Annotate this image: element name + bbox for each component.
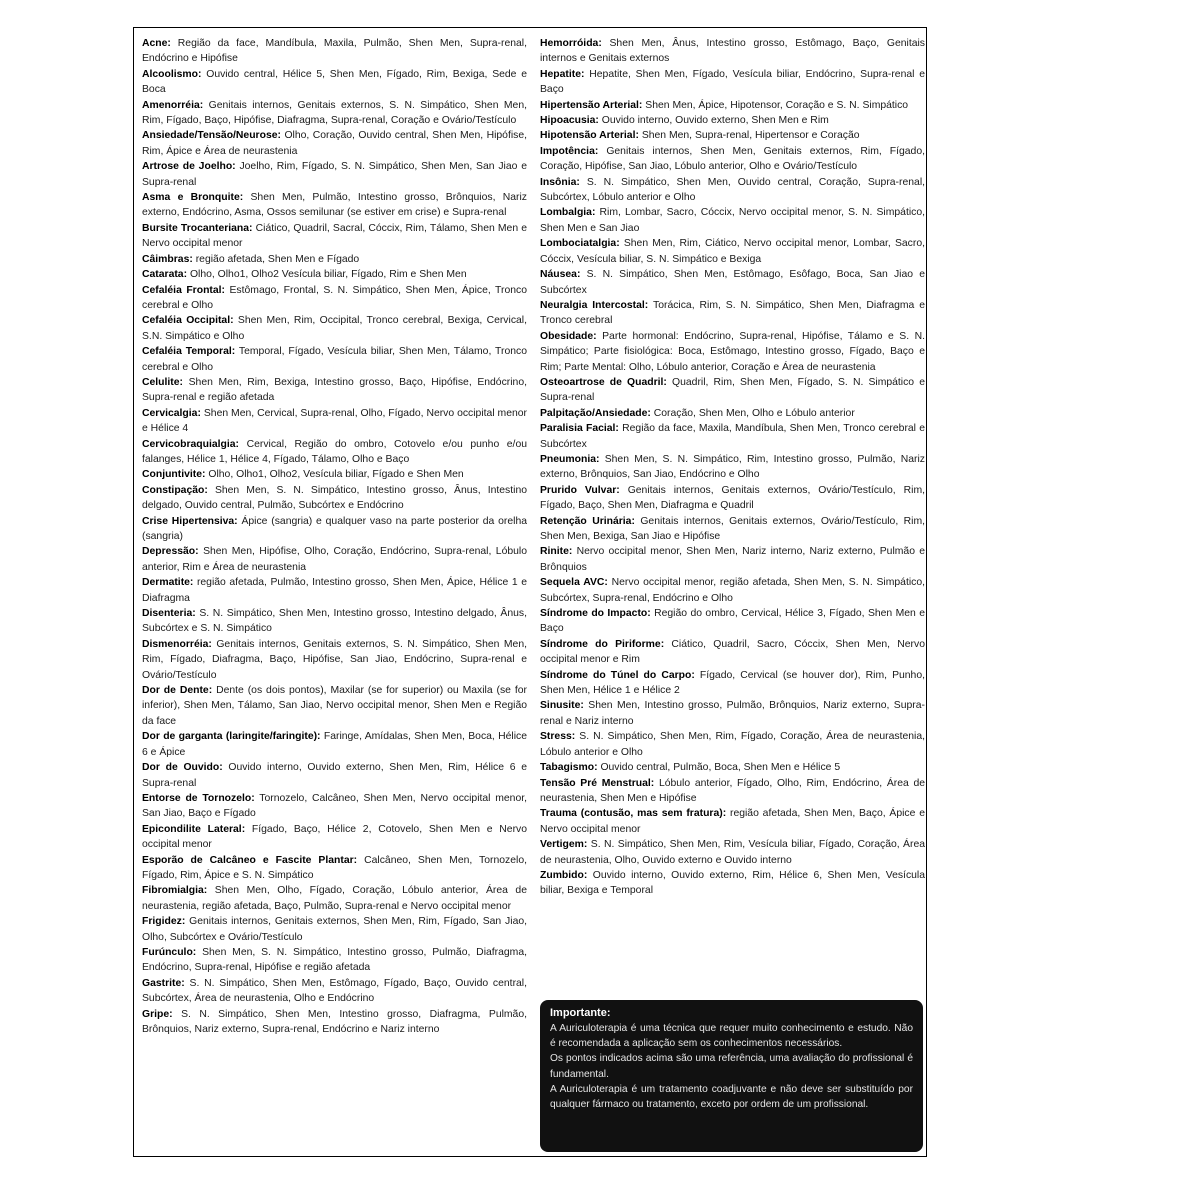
condition-term: Osteoartrose de Quadril: xyxy=(540,376,667,388)
condition-points: Hepatite, Shen Men, Fígado, Vesícula biliar, Endócrino, Supra-renal e Baço xyxy=(540,68,925,96)
condition-entry xyxy=(142,1007,527,1038)
condition-entry xyxy=(540,98,925,113)
condition-points: região afetada, Pulmão, Intestino grosso, Shen Men, Ápice, Hélice 1 e Diafragma xyxy=(142,577,527,604)
condition-points: Ciático, Quadril, Sacral, Cóccix, Rim, Tálamo, Shen Men e Nervo occipital menor xyxy=(142,222,527,250)
condition-entry xyxy=(142,406,527,437)
condition-term: Alcoolismo: xyxy=(142,68,202,80)
condition-entry xyxy=(142,190,527,221)
condition-entry xyxy=(540,837,925,868)
condition-term: Rinite: xyxy=(540,546,573,558)
condition-points: Ouvido interno, Ouvido externo, Rim, Hélice 6, Shen Men, Vesícula biliar, Bexiga e Temporal xyxy=(540,869,925,897)
condition-term: Pneumonia: xyxy=(540,453,600,465)
condition-entry xyxy=(142,344,527,375)
condition-term: Ansiedade/Tensão/Neurose: xyxy=(142,130,281,142)
document-page xyxy=(133,27,927,1157)
important-notice-paragraph: Os pontos indicados acima são uma referência, uma avaliação do profissional é fundamental. xyxy=(550,1053,913,1080)
condition-points: Tornozelo, Calcâneo, Shen Men, Nervo occipital menor, San Jiao, Baço e Fígado xyxy=(142,792,527,820)
condition-entry xyxy=(142,267,527,282)
condition-entry xyxy=(142,313,527,344)
condition-points: Coração, Shen Men, Olho e Lóbulo anterior xyxy=(653,407,855,419)
condition-entry xyxy=(142,98,527,129)
condition-term: Tabagismo: xyxy=(540,762,598,774)
condition-points: S. N. Simpático, Shen Men, Rim, Vesícula biliar, Fígado, Coração, Área de neurastenia, Olho, Ouvido externo e Ouvido interno xyxy=(540,839,925,866)
condition-entry xyxy=(142,853,527,884)
condition-entry xyxy=(540,113,925,128)
condition-entry xyxy=(540,514,925,545)
condition-entry xyxy=(540,868,925,899)
condition-points: S. N. Simpático, Shen Men, Ouvido central, Coração, Supra-renal, Subcórtex, Lóbulo anterior e Olho xyxy=(540,176,925,204)
condition-points: Shen Men, S. N. Simpático, Rim, Intestino grosso, Pulmão, Nariz externo, Brônquios, San Jiao, Endócrino e Olho xyxy=(540,453,925,481)
condition-entry xyxy=(540,36,925,67)
condition-points: Fígado, Baço, Hélice 2, Cotovelo, Shen Men e Nervo occipital menor xyxy=(142,823,527,851)
condition-term: Impotência: xyxy=(540,145,599,157)
condition-points: Temporal, Fígado, Vesícula biliar, Shen Men, Tálamo, Tronco cerebral e Olho xyxy=(142,346,527,373)
condition-term: Síndrome do Túnel do Carpo: xyxy=(540,669,695,681)
condition-points: Calcâneo, Shen Men, Tornozelo, Fígado, Rim, Ápice e S. N. Simpático xyxy=(142,854,527,881)
condition-term: Constipação: xyxy=(142,484,208,496)
condition-term: Prurido Vulvar: xyxy=(540,484,620,496)
condition-entry xyxy=(142,729,527,760)
condition-points: Shen Men, Intestino grosso, Pulmão, Brônquios, Nariz externo, Supra-renal e Nariz interno xyxy=(540,700,925,727)
condition-entry xyxy=(142,252,527,267)
condition-points: S. N. Simpático, Shen Men, Rim, Fígado, Coração, Área de neurastenia, Lóbulo anterior e Olho xyxy=(540,731,925,758)
condition-term: Sinusite: xyxy=(540,700,584,712)
condition-entry xyxy=(142,221,527,252)
condition-points: Quadril, Rim, Shen Men, Fígado, S. N. Simpático e Supra-renal xyxy=(540,376,925,404)
condition-term: Hipotensão Arterial: xyxy=(540,130,639,142)
condition-term: Cervicobraquialgia: xyxy=(142,438,240,450)
condition-entry xyxy=(142,976,527,1007)
condition-entry xyxy=(540,760,925,775)
condition-entry xyxy=(540,67,925,98)
condition-points: Ouvido interno, Ouvido externo, Shen Men e Rim xyxy=(601,115,829,127)
condition-points: Torácica, Rim, S. N. Simpático, Shen Men, Diafragma e Tronco cerebral xyxy=(540,299,925,327)
condition-points: Nervo occipital menor, região afetada, Shen Men, S. N. Simpático, Subcórtex, Supra-renal, Endócrino e Olho xyxy=(540,577,925,604)
condition-points: Ciático, Quadril, Sacro, Cóccix, Shen Men, Nervo occipital menor e Rim xyxy=(540,638,925,666)
condition-term: Cefaléia Frontal: xyxy=(142,284,226,296)
condition-term: Retenção Urinária: xyxy=(540,515,635,527)
condition-entry xyxy=(142,36,527,67)
condition-term: Frigidez: xyxy=(142,916,186,928)
condition-term: Obesidade: xyxy=(540,330,597,342)
condition-entry xyxy=(142,128,527,159)
condition-points: Estômago, Frontal, S. N. Simpático, Shen Men, Ápice, Tronco cerebral e Olho xyxy=(142,284,527,311)
condition-points: Rim, Lombar, Sacro, Cóccix, Nervo occipital menor, S. N. Simpático, Shen Men e San Jiao xyxy=(540,207,925,234)
condition-points: Joelho, Rim, Fígado, S. N. Simpático, Shen Men, San Jiao e Supra-renal xyxy=(142,161,527,188)
condition-entry xyxy=(142,945,527,976)
condition-entry xyxy=(540,406,925,421)
condition-term: Amenorréia: xyxy=(142,99,204,111)
condition-entry xyxy=(540,575,925,606)
condition-entry xyxy=(142,791,527,822)
condition-entry xyxy=(142,375,527,406)
condition-points: Ápice (sangria) e qualquer vaso na parte posterior da orelha (sangria) xyxy=(142,515,527,542)
condition-term: Artrose de Joelho: xyxy=(142,161,236,173)
condition-entry xyxy=(540,729,925,760)
condition-entry xyxy=(540,205,925,236)
condition-term: Náusea: xyxy=(540,269,581,281)
condition-points: Shen Men, Olho, Fígado, Coração, Lóbulo anterior, Área de neurastenia, região afetada, Baço, Pulmão, Supra-renal e Nervo occipital menor xyxy=(142,885,527,912)
condition-entry xyxy=(142,637,527,683)
condition-points: Shen Men, Hipófise, Olho, Coração, Endócrino, Supra-renal, Lóbulo anterior, Rim e Área de neurastenia xyxy=(142,546,527,573)
condition-term: Neuralgia Intercostal: xyxy=(540,299,649,311)
condition-entry xyxy=(142,159,527,190)
condition-points: Shen Men, S. N. Simpático, Intestino grosso, Ânus, Intestino delgado, Ouvido central, Pulmão, Subcórtex e Endócrino xyxy=(142,484,527,512)
important-notice-paragraph: A Auriculoterapia é uma técnica que requer muito conhecimento e estudo. Não é recomendada a aplicação sem os conhecimentos necessários. xyxy=(550,1023,913,1050)
condition-term: Palpitação/Ansiedade: xyxy=(540,407,651,419)
condition-points: região afetada, Shen Men e Fígado xyxy=(195,253,360,265)
condition-term: Esporão de Calcâneo e Fascite Plantar: xyxy=(142,854,358,866)
condition-term: Furúnculo: xyxy=(142,946,197,958)
condition-points: Shen Men, Rim, Ciático, Nervo occipital menor, Lombar, Sacro, Cóccix, Vesícula biliar, S. N. Simpático e Bexiga xyxy=(540,238,925,265)
condition-term: Disenteria: xyxy=(142,608,196,620)
condition-points: S. N. Simpático, Shen Men, Intestino grosso, Diafragma, Pulmão, Brônquios, Nariz externo, Supra-renal, Endócrino e Nariz interno xyxy=(142,1008,527,1035)
condition-entry xyxy=(142,514,527,545)
condition-points: Shen Men, Pulmão, Intestino grosso, Brônquios, Nariz externo, Endócrino, Asma, Ossos semilunar (se estiver em crise) e Supra-renal xyxy=(142,192,527,219)
condition-points: Dente (os dois pontos), Maxilar (se for superior) ou Maxila (se for inferior), Shen Men, Tálamo, San Jiao, Nervo occipital menor, Shen Men e Região da face xyxy=(142,685,527,727)
condition-points: Olho, Olho1, Olho2 Vesícula biliar, Fígado, Rim e Shen Men xyxy=(189,269,467,281)
condition-term: Cefaléia Occipital: xyxy=(142,315,234,327)
condition-term: Síndrome do Impacto: xyxy=(540,608,651,620)
important-notice-paragraph: A Auriculoterapia é um tratamento coadjuvante e não deve ser substituído por qualquer fármaco ou tratamento, exceto por ordem de um profissional. xyxy=(550,1083,913,1111)
condition-term: Cefaléia Temporal: xyxy=(142,346,236,358)
condition-points: Shen Men, Ápice, Hipotensor, Coração e S. N. Simpático xyxy=(645,99,909,111)
condition-points: Genitais internos, Genitais externos, S. N. Simpático, Shen Men, Rim, Fígado, Diafragma, Baço, Hipófise, San Jiao, Endócrino, Supra-renal e Ovário/Testículo xyxy=(142,638,527,681)
condition-points: Genitais internos, Genitais externos, Ovário/Testículo, Rim, Shen Men, Bexiga, San Jiao e Hipófise xyxy=(540,515,925,542)
condition-entry xyxy=(540,144,925,175)
condition-entry xyxy=(540,698,925,729)
condition-points: Shen Men, Supra-renal, Hipertensor e Coração xyxy=(641,130,860,142)
condition-entry xyxy=(540,668,925,699)
condition-term: Lombociatalgia: xyxy=(540,238,620,250)
condition-entry xyxy=(540,329,925,375)
condition-points: Nervo occipital menor, Shen Men, Nariz interno, Nariz externo, Pulmão e Brônquios xyxy=(540,546,925,573)
condition-term: Celulite: xyxy=(142,376,183,388)
condition-entry xyxy=(540,544,925,575)
condition-entry xyxy=(142,67,527,98)
condition-term: Hipoacusia: xyxy=(540,115,599,127)
condition-term: Conjuntivite: xyxy=(142,469,206,481)
condition-term: Câimbras: xyxy=(142,253,193,265)
condition-entry xyxy=(540,637,925,668)
condition-term: Insônia: xyxy=(540,176,580,188)
condition-term: Hepatite: xyxy=(540,68,585,80)
condition-points: S. N. Simpático, Shen Men, Estômago, Fígado, Baço, Ouvido central, Subcórtex, Área de neurastenia, Olho e Endócrino xyxy=(142,977,527,1005)
condition-points: Olho, Coração, Ouvido central, Shen Men, Hipófise, Rim, Ápice e Área de neurastenia xyxy=(142,130,527,157)
condition-points: Faringe, Amídalas, Shen Men, Boca, Hélice 6 e Ápice xyxy=(142,731,527,758)
condition-points: Lóbulo anterior, Fígado, Olho, Rim, Endócrino, Área de neurastenia, Shen Men e Hipófise xyxy=(540,777,925,804)
condition-term: Tensão Pré Menstrual: xyxy=(540,777,655,789)
condition-term: Fibromialgia: xyxy=(142,885,208,897)
condition-points: Fígado, Cervical (se houver dor), Rim, Punho, Shen Men, Hélice 1 e Hélice 2 xyxy=(540,669,925,697)
condition-entry xyxy=(142,544,527,575)
condition-points: Shen Men, S. N. Simpático, Intestino grosso, Pulmão, Diafragma, Endócrino, Supra-renal, Hipófise e região afetada xyxy=(142,946,527,974)
condition-term: Hipertensão Arterial: xyxy=(540,99,643,111)
condition-term: Dermatite: xyxy=(142,577,194,589)
condition-points: Shen Men, Ânus, Intestino grosso, Estômago, Baço, Genitais internos e Genitais externos xyxy=(540,38,925,65)
condition-points: Região do ombro, Cervical, Hélice 3, Fígado, Shen Men e Baço xyxy=(540,608,925,635)
condition-points: Ouvido central, Pulmão, Boca, Shen Men e Hélice 5 xyxy=(600,762,841,774)
left-column xyxy=(142,36,527,1148)
important-notice-title: Importante: xyxy=(550,1007,611,1019)
condition-entry xyxy=(540,806,925,837)
condition-points: região afetada, Shen Men, Baço, Ápice e Nervo occipital menor xyxy=(540,808,925,835)
condition-entry xyxy=(540,452,925,483)
condition-entry xyxy=(540,128,925,143)
condition-term: Trauma (contusão, mas sem fratura): xyxy=(540,808,727,820)
condition-points: Cervical, Região do ombro, Cotovelo e/ou punho e/ou falanges, Hélice 1, Hélice 4, Fígado, Tálamo, Olho e Baço xyxy=(142,438,527,465)
condition-entry xyxy=(142,483,527,514)
right-column xyxy=(540,36,925,1148)
condition-term: Dor de Dente: xyxy=(142,685,213,697)
condition-points: Parte hormonal: Endócrino, Supra-renal, Hipófise, Tálamo e S. N. Simpático; Parte fisiológica: Boca, Estômago, Intestino grosso, Fígado, Baço e Rim; Parte Mental: Olho, Lóbulo anterior, Coração e Área de neurastenia xyxy=(540,330,925,373)
condition-term: Zumbido: xyxy=(540,869,588,881)
condition-term: Entorse de Tornozelo: xyxy=(142,792,255,804)
condition-term: Gripe: xyxy=(142,1008,173,1020)
condition-entry xyxy=(142,883,527,914)
condition-entry xyxy=(142,760,527,791)
condition-term: Asma e Bronquite: xyxy=(142,192,244,204)
condition-entry xyxy=(540,776,925,807)
condition-points: Shen Men, Rim, Occipital, Tronco cerebral, Bexiga, Cervical, S.N. Simpático e Olho xyxy=(142,315,527,342)
condition-entry xyxy=(540,175,925,206)
condition-points: S. N. Simpático, Shen Men, Intestino grosso, Intestino delgado, Ânus, Subcórtex e S. N. Simpático xyxy=(142,608,527,635)
condition-entry xyxy=(540,421,925,452)
condition-entry xyxy=(142,467,527,482)
condition-term: Acne: xyxy=(142,38,171,49)
condition-points: Genitais internos, Genitais externos, Shen Men, Rim, Fígado, San Jiao, Olho, Subcórtex e Ovário/Testículo xyxy=(142,916,527,943)
condition-entry xyxy=(540,236,925,267)
condition-points: Olho, Olho1, Olho2, Vesícula biliar, Fígado e Shen Men xyxy=(208,469,464,481)
condition-term: Stress: xyxy=(540,731,576,743)
condition-entry xyxy=(142,437,527,468)
condition-entry xyxy=(142,822,527,853)
condition-points: Ouvido interno, Ouvido externo, Shen Men, Rim, Hélice 6 e Supra-renal xyxy=(142,762,527,789)
important-notice-box xyxy=(540,1000,923,1152)
condition-term: Sequela AVC: xyxy=(540,577,608,589)
condition-entry xyxy=(142,606,527,637)
condition-term: Lombalgia: xyxy=(540,207,596,219)
condition-points: Genitais internos, Genitais externos, S. N. Simpático, Shen Men, Rim, Fígado, Baço, Hipófise, Diafragma, Supra-renal, Coração e Ovário/Testículo xyxy=(142,99,527,127)
condition-term: Depressão: xyxy=(142,546,199,558)
condition-points: Shen Men, Rim, Bexiga, Intestino grosso, Baço, Hipófise, Endócrino, Supra-renal e região afetada xyxy=(142,376,527,404)
condition-term: Epicondilite Lateral: xyxy=(142,823,246,835)
condition-points: Genitais internos, Shen Men, Genitais externos, Rim, Fígado, Coração, Hipófise, San Jiao, Lóbulo anterior, Olho e Ovário/Testículo xyxy=(540,145,925,173)
condition-term: Dor de Ouvido: xyxy=(142,762,223,774)
condition-term: Síndrome do Piriforme: xyxy=(540,638,665,650)
condition-term: Catarata: xyxy=(142,269,188,281)
condition-points: Região da face, Mandíbula, Maxila, Pulmão, Shen Men, Supra-renal, Endócrino e Hipófise xyxy=(142,38,527,65)
condition-points: Região da face, Maxila, Mandíbula, Shen Men, Tronco cerebral e Subcórtex xyxy=(540,423,925,450)
condition-term: Dismenorréia: xyxy=(142,638,212,650)
condition-entry xyxy=(540,606,925,637)
condition-entry xyxy=(540,375,925,406)
condition-entry xyxy=(142,914,527,945)
condition-term: Gastrite: xyxy=(142,977,185,989)
condition-term: Cervicalgia: xyxy=(142,407,201,419)
condition-entry xyxy=(142,683,527,729)
condition-term: Hemorróida: xyxy=(540,38,602,49)
condition-entry xyxy=(142,283,527,314)
condition-entry xyxy=(540,483,925,514)
condition-points: Ouvido central, Hélice 5, Shen Men, Fígado, Rim, Bexiga, Sede e Boca xyxy=(142,68,527,96)
condition-term: Vertigem: xyxy=(540,839,588,851)
condition-term: Crise Hipertensiva: xyxy=(142,515,238,527)
condition-term: Bursite Trocanteriana: xyxy=(142,222,253,234)
condition-term: Dor de garganta (laringite/faringite): xyxy=(142,731,321,743)
condition-points: Genitais internos, Genitais externos, Ovário/Testículo, Rim, Fígado, Baço, Shen Men, Diafragma e Quadril xyxy=(540,484,925,512)
condition-points: Shen Men, Cervical, Supra-renal, Olho, Fígado, Nervo occipital menor e Hélice 4 xyxy=(142,407,527,435)
condition-entry xyxy=(540,298,925,329)
condition-points: S. N. Simpático, Shen Men, Estômago, Esôfago, Boca, San Jiao e Subcórtex xyxy=(540,269,925,296)
condition-term: Paralisia Facial: xyxy=(540,423,619,435)
condition-entry xyxy=(142,575,527,606)
condition-entry xyxy=(540,267,925,298)
